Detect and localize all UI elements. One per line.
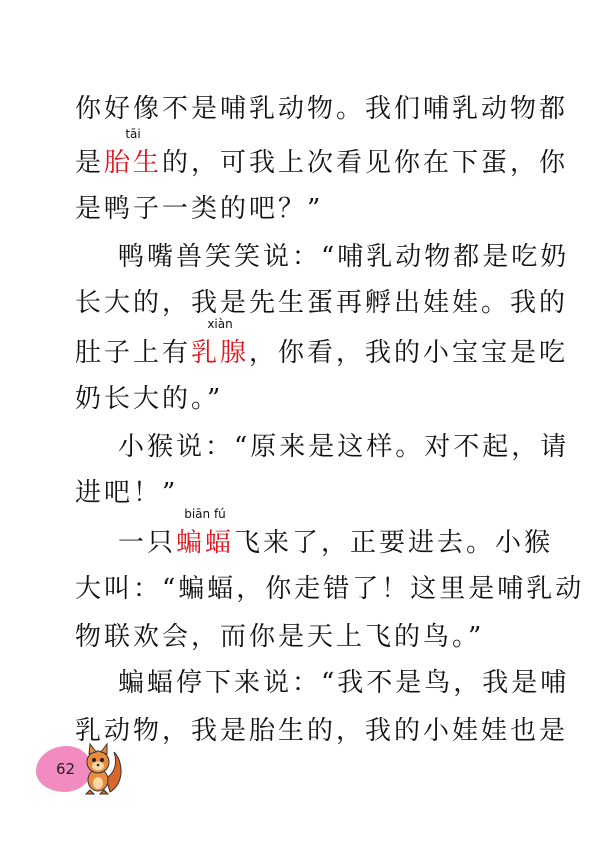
- page-number: 62: [56, 760, 76, 778]
- text-line-4: 鸭嘴兽笑笑说：“哺乳动物都是吃奶: [118, 242, 570, 272]
- text-line-8: 小猴说：“原来是这样。对不起，请: [118, 432, 570, 462]
- line-2-prefix: 是: [75, 148, 105, 178]
- highlighted-word-bianfu: [176, 507, 235, 560]
- highlighted-word-ruxian: [191, 317, 250, 370]
- highlighted-word-text: 乳腺: [191, 338, 250, 368]
- text-line-12: 物联欢会，而你是天上飞的鸟。”: [75, 622, 485, 652]
- text-line-5: 长大的，我是先生蛋再孵出娃娃。我的: [75, 288, 569, 318]
- highlighted-word-text: 胎生: [104, 148, 163, 178]
- pinyin-annotation-tai: tāi: [125, 127, 141, 141]
- squirrel-mascot-icon: [84, 740, 124, 796]
- text-line-9: 进吧！”: [75, 478, 179, 508]
- highlighted-word-taisheng: [104, 127, 163, 180]
- text-line-2: [75, 127, 569, 180]
- line-10-prefix: 一只: [118, 528, 177, 558]
- page-number-badge: [36, 740, 126, 796]
- text-line-1: 你好像不是哺乳动物。我们哺乳动物都: [75, 94, 569, 124]
- text-line-3: 是鸭子一类的吧？”: [75, 194, 324, 224]
- text-line-11: 大叫：“蝙蝠，你走错了！这里是哺乳动: [75, 574, 585, 604]
- line-2-suffix: 的，可我上次看见你在下蛋，你: [162, 148, 569, 178]
- text-line-14: 乳动物，我是胎生的，我的小娃娃也是: [75, 716, 569, 746]
- line-6-prefix: 肚子上有: [75, 338, 192, 368]
- pinyin-annotation-bianfu: biān fú: [184, 507, 226, 521]
- line-6-suffix: ，你看，我的小宝宝是吃: [249, 338, 569, 368]
- text-line-7: 奶长大的。”: [75, 384, 224, 414]
- text-line-10: [118, 507, 578, 560]
- highlighted-word-text: 蝙蝠: [176, 528, 235, 558]
- line-10-suffix: 飞来了，正要进去。小猴: [234, 528, 554, 558]
- text-line-13: 蝙蝠停下来说：“我不是鸟，我是哺: [118, 668, 570, 698]
- text-line-6: [75, 317, 569, 370]
- pinyin-annotation-xian: xiàn: [207, 317, 233, 331]
